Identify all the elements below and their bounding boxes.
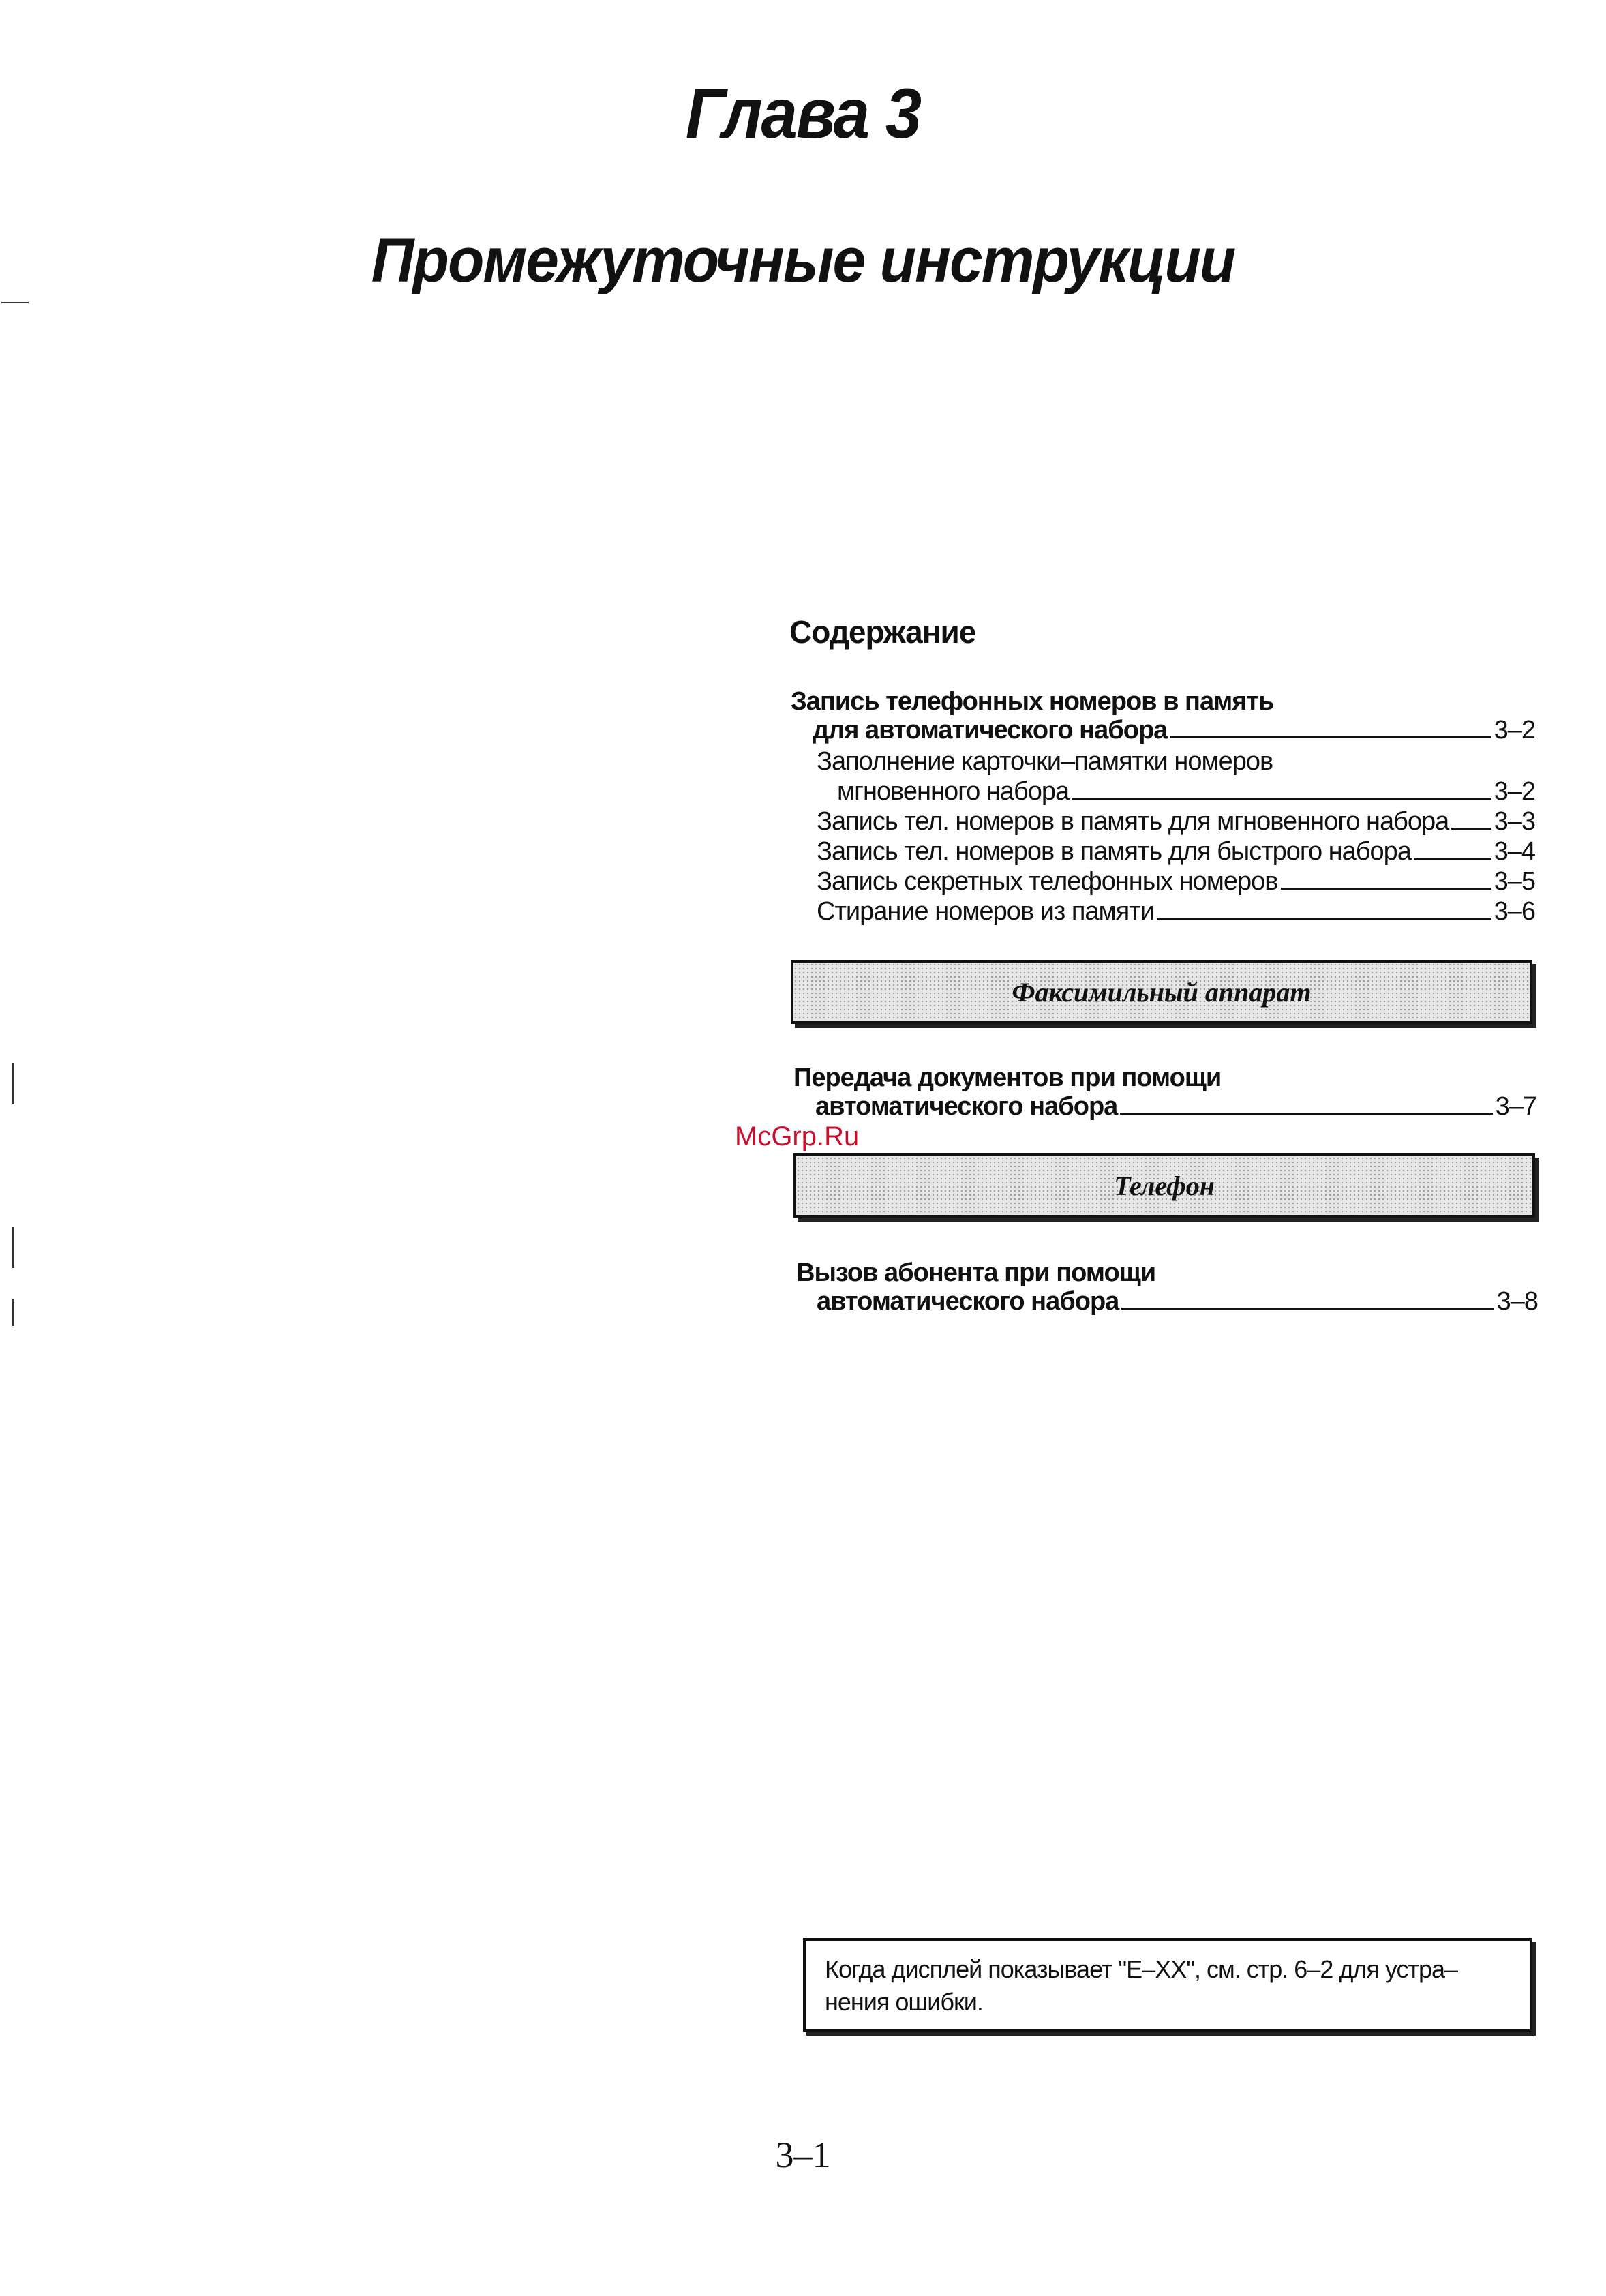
leader-line xyxy=(1281,888,1491,890)
toc-main-line1: Запись телефонных номеров в память xyxy=(791,687,1274,716)
toc-sub3-entry[interactable] xyxy=(817,837,1535,866)
leader-line xyxy=(1072,798,1491,800)
toc-sub1-line2: мгновенного набора xyxy=(837,777,1070,806)
section-bar-fax xyxy=(791,960,1532,1024)
error-note-box xyxy=(803,1938,1532,2032)
scan-mark xyxy=(12,1299,14,1326)
toc-sub1-line1: Заполнение карточки–памятки номеров xyxy=(817,747,1273,776)
contents-heading: Содержание xyxy=(789,614,976,650)
section-phone-label: Телефон xyxy=(1114,1170,1215,1201)
section-fax-label: Факсимильный аппарат xyxy=(1012,976,1312,1008)
toc-page-number: 3–2 xyxy=(1494,777,1535,806)
note-line2: нения ошибки. xyxy=(825,1988,983,2016)
toc-page-number: 3–7 xyxy=(1495,1092,1536,1121)
leader-line xyxy=(1120,1113,1492,1115)
page-number: 3–1 xyxy=(775,2134,831,2175)
fax-item-line2: автоматического набора xyxy=(815,1092,1118,1121)
leader-line xyxy=(1170,736,1491,738)
scan-mark xyxy=(1,302,29,303)
toc-sub4-entry[interactable] xyxy=(817,867,1535,896)
fax-item-line1: Передача документов при помощи xyxy=(793,1063,1222,1092)
scan-mark xyxy=(12,1227,14,1268)
fax-item-entry[interactable] xyxy=(815,1092,1536,1121)
toc-sub2-label: Запись тел. номеров в память для мгновенного набора xyxy=(817,807,1449,836)
leader-line xyxy=(1121,1308,1494,1310)
toc-page-number: 3–5 xyxy=(1494,867,1535,896)
toc-sub5-label: Стирание номеров из памяти xyxy=(817,897,1154,926)
note-line1: Когда дисплей показывает "E–XX", см. стр. 6–2 для устра– xyxy=(825,1955,1458,1983)
chapter-title: Промежуточные инструкции xyxy=(371,226,1235,295)
toc-main-line2: для автоматического набора xyxy=(813,716,1168,744)
toc-sub5-entry[interactable] xyxy=(817,897,1535,926)
leader-line xyxy=(1157,918,1491,920)
toc-page-number: 3–2 xyxy=(1494,716,1535,744)
section-bar-phone xyxy=(793,1153,1535,1218)
leader-line xyxy=(1451,828,1491,830)
chapter-heading: Глава 3 xyxy=(685,74,921,153)
scan-mark xyxy=(12,1063,14,1104)
toc-sub3-label: Запись тел. номеров в память для быстрого набора xyxy=(817,837,1411,866)
toc-sub1-entry[interactable] xyxy=(837,777,1535,806)
toc-page-number: 3–3 xyxy=(1494,807,1535,836)
leader-line xyxy=(1414,858,1491,860)
toc-page-number: 3–6 xyxy=(1494,897,1535,926)
phone-item-line1: Вызов абонента при помощи xyxy=(796,1258,1156,1287)
phone-item-entry[interactable] xyxy=(817,1287,1538,1316)
watermark: McGrp.Ru xyxy=(735,1121,860,1151)
phone-item-line2: автоматического набора xyxy=(817,1287,1119,1316)
toc-main-entry[interactable] xyxy=(813,716,1535,745)
toc-sub4-label: Запись секретных телефонных номеров xyxy=(817,867,1278,896)
toc-sub2-entry[interactable] xyxy=(817,807,1535,836)
toc-page-number: 3–8 xyxy=(1496,1287,1538,1316)
toc-page-number: 3–4 xyxy=(1494,837,1535,866)
